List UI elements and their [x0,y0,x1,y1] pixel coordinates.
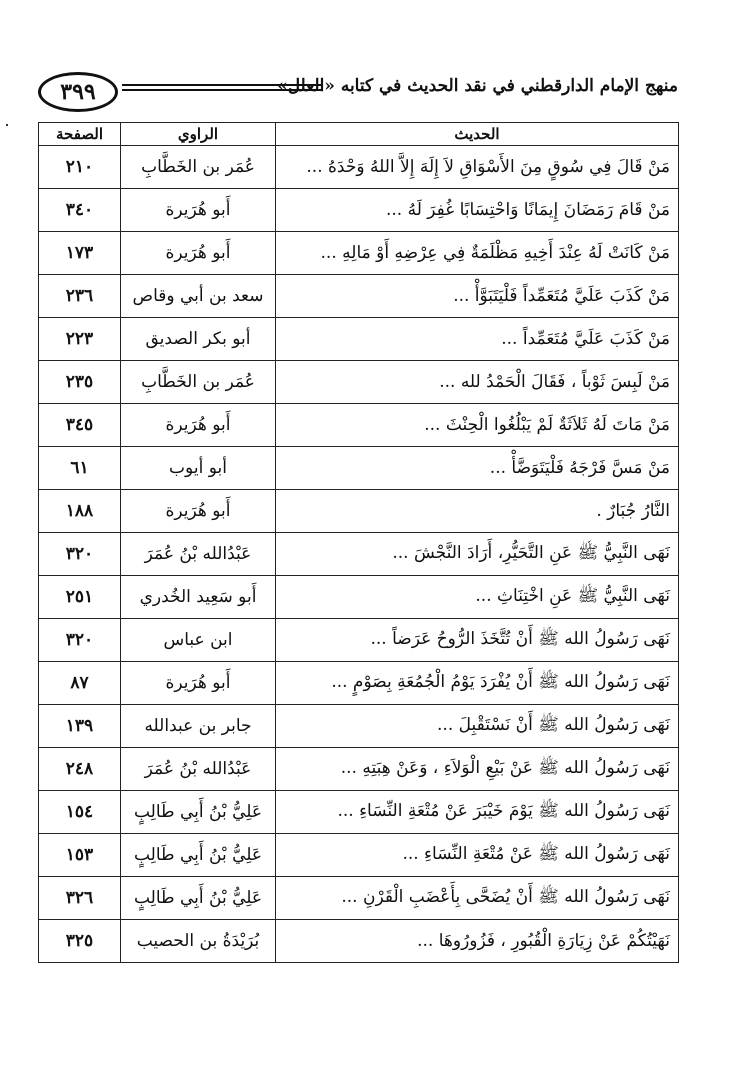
hadith-text: مَنْ قَالَ فِي سُوقٍ مِنَ الأَسْوَاقِ لاَ إِلَهَ إِلاَّ اللهُ وَحْدَهُ ... [276,146,679,189]
margin-speck [6,124,8,126]
page-ref: ٣٢٦ [39,877,121,920]
column-header-narrator: الراوي [121,123,276,146]
page-ref: ١٥٤ [39,791,121,834]
page-ref: ٣٢٠ [39,619,121,662]
table-row [39,619,679,662]
page-ref: ١٣٩ [39,705,121,748]
narrator-name: عُمَر بن الخَطَّابِ [121,361,276,404]
hadith-text: مَنْ لَبِسَ ثَوْباً ، فَقَالَ الْحَمْدُ لله ... [276,361,679,404]
hadith-text: نَهَى النَّبِيُّ ﷺ عَنِ التَّحَيُّرِ، أَرَادَ النَّجْشَ ... [276,533,679,576]
table-row [39,576,679,619]
hadith-text: مَنْ كَانَتْ لَهُ عِنْدَ أَخِيهِ مَظْلَمَةٌ فِي عِرْضِهِ أَوْ مَالِهِ ... [276,232,679,275]
hadith-text: نَهَى النَّبِيُّ ﷺ عَنِ اخْتِنَاثِ ... [276,576,679,619]
hadith-text: نَهَى رَسُولُ الله ﷺ عَنْ مُتْعَةِ النِّسَاءِ ... [276,834,679,877]
page-ref: ٢٣٦ [39,275,121,318]
table-body [39,146,679,963]
narrator-name: أَبو هُرَيرة [121,189,276,232]
table-row [39,705,679,748]
table-row [39,533,679,576]
hadith-text: نَهَى رَسُولُ الله ﷺ أَنْ يُضَحَّى بِأَعْضَبِ الْقَرْنِ ... [276,877,679,920]
hadith-text: نَهَى رَسُولُ الله ﷺ أَنْ نَسْتَقْبِلَ ... [276,705,679,748]
page-ref: ٢٢٣ [39,318,121,361]
hadith-text: مَنْ قَامَ رَمَضَانَ إِيمَانًا وَاحْتِسَابًا غُفِرَ لَهُ ... [276,189,679,232]
column-header-page: الصفحة [39,123,121,146]
table-row [39,146,679,189]
hadith-text: النَّارُ جُبَارٌ . [276,490,679,533]
hadith-index-table [38,122,679,963]
table-header-row [39,123,679,146]
table-row [39,748,679,791]
page-ref: ٢٣٥ [39,361,121,404]
hadith-text: نَهَى رَسُولُ الله ﷺ أَنْ يُفْرَدَ يَوْمُ الْجُمُعَةِ بِصَوْمٍ ... [276,662,679,705]
narrator-name: أَبو هُرَيرة [121,232,276,275]
running-title: منهج الإمام الدارقطني في نقد الحديث في كتابه «العلل» [277,76,678,96]
page-header [38,70,678,116]
table-row [39,791,679,834]
narrator-name: عَبْدُالله بْنُ عُمَرَ [121,533,276,576]
narrator-name: عَلِيُّ بْنُ أَبِي طَالِبٍ [121,877,276,920]
page-ref: ٢٤٨ [39,748,121,791]
narrator-name: بُرَيْدَةُ بن الحصيب [121,920,276,963]
page-ref: ٣٤٥ [39,404,121,447]
hadith-text: مَنْ مَسَّ فَرْجَهُ فَلْيَتَوَضَّأْ ... [276,447,679,490]
page-ref: ١٨٨ [39,490,121,533]
narrator-name: عَلِيُّ بْنُ أَبِي طَالِبٍ [121,834,276,877]
narrator-name: أبو بكر الصديق [121,318,276,361]
hadith-text: نَهَى رَسُولُ الله ﷺ عَنْ بَيْعِ الْوَلاَءِ ، وَعَنْ هِبَتِهِ ... [276,748,679,791]
table-row [39,318,679,361]
table-row [39,404,679,447]
narrator-name: سعد بن أبي وقاص [121,275,276,318]
narrator-name: عَبْدُالله بْنُ عُمَرَ [121,748,276,791]
table-row [39,834,679,877]
page-ref: ١٧٣ [39,232,121,275]
page-ref: ٣٢٠ [39,533,121,576]
narrator-name: أَبو هُرَيرة [121,404,276,447]
hadith-text: نَهَيْتُكُمْ عَنْ زِيَارَةِ الْقُبُورِ ، فَزُورُوهَا ... [276,920,679,963]
table-row [39,447,679,490]
narrator-name: جابر بن عبدالله [121,705,276,748]
page-ref: ٢٥١ [39,576,121,619]
column-header-hadith: الحديث [276,123,679,146]
page-ref: ٣٢٥ [39,920,121,963]
hadith-text: نَهَى رَسُولُ الله ﷺ يَوْمَ خَيْبَرَ عَنْ مُتْعَةِ النِّسَاءِ ... [276,791,679,834]
table-row [39,189,679,232]
narrator-name: أَبو سَعِيد الخُدري [121,576,276,619]
table-row [39,490,679,533]
narrator-name: أَبو هُرَيرة [121,662,276,705]
hadith-text: مَنْ كَذَبَ عَلَيَّ مُتَعَمِّداً فَلْيَتَبَوَّأْ ... [276,275,679,318]
table-row [39,920,679,963]
table-row [39,662,679,705]
table-row [39,361,679,404]
page-ref: ٢١٠ [39,146,121,189]
narrator-name: عَلِيُّ بْنُ أَبِي طَالِبٍ [121,791,276,834]
narrator-name: ابن عباس [121,619,276,662]
page-ref: ١٥٣ [39,834,121,877]
table-row [39,275,679,318]
hadith-text: مَنْ كَذَبَ عَلَيَّ مُتَعَمِّداً ... [276,318,679,361]
hadith-text: مَنْ مَاتَ لَهُ ثَلاَثَةٌ لَمْ يَبْلُغُوا الْحِنْثَ ... [276,404,679,447]
page-number: ٣٩٩ [60,79,96,105]
narrator-name: أبو أيوب [121,447,276,490]
page-ref: ٨٧ [39,662,121,705]
narrator-name: أَبو هُرَيرة [121,490,276,533]
narrator-name: عُمَر بن الخَطَّابِ [121,146,276,189]
page-number-oval [38,72,118,112]
page-ref: ٣٤٠ [39,189,121,232]
table-row [39,877,679,920]
page-ref: ٦١ [39,447,121,490]
hadith-text: نَهَى رَسُولُ الله ﷺ أَنْ تُتَّخَذَ الرُّوحُ عَرَضاً ... [276,619,679,662]
table-row [39,232,679,275]
